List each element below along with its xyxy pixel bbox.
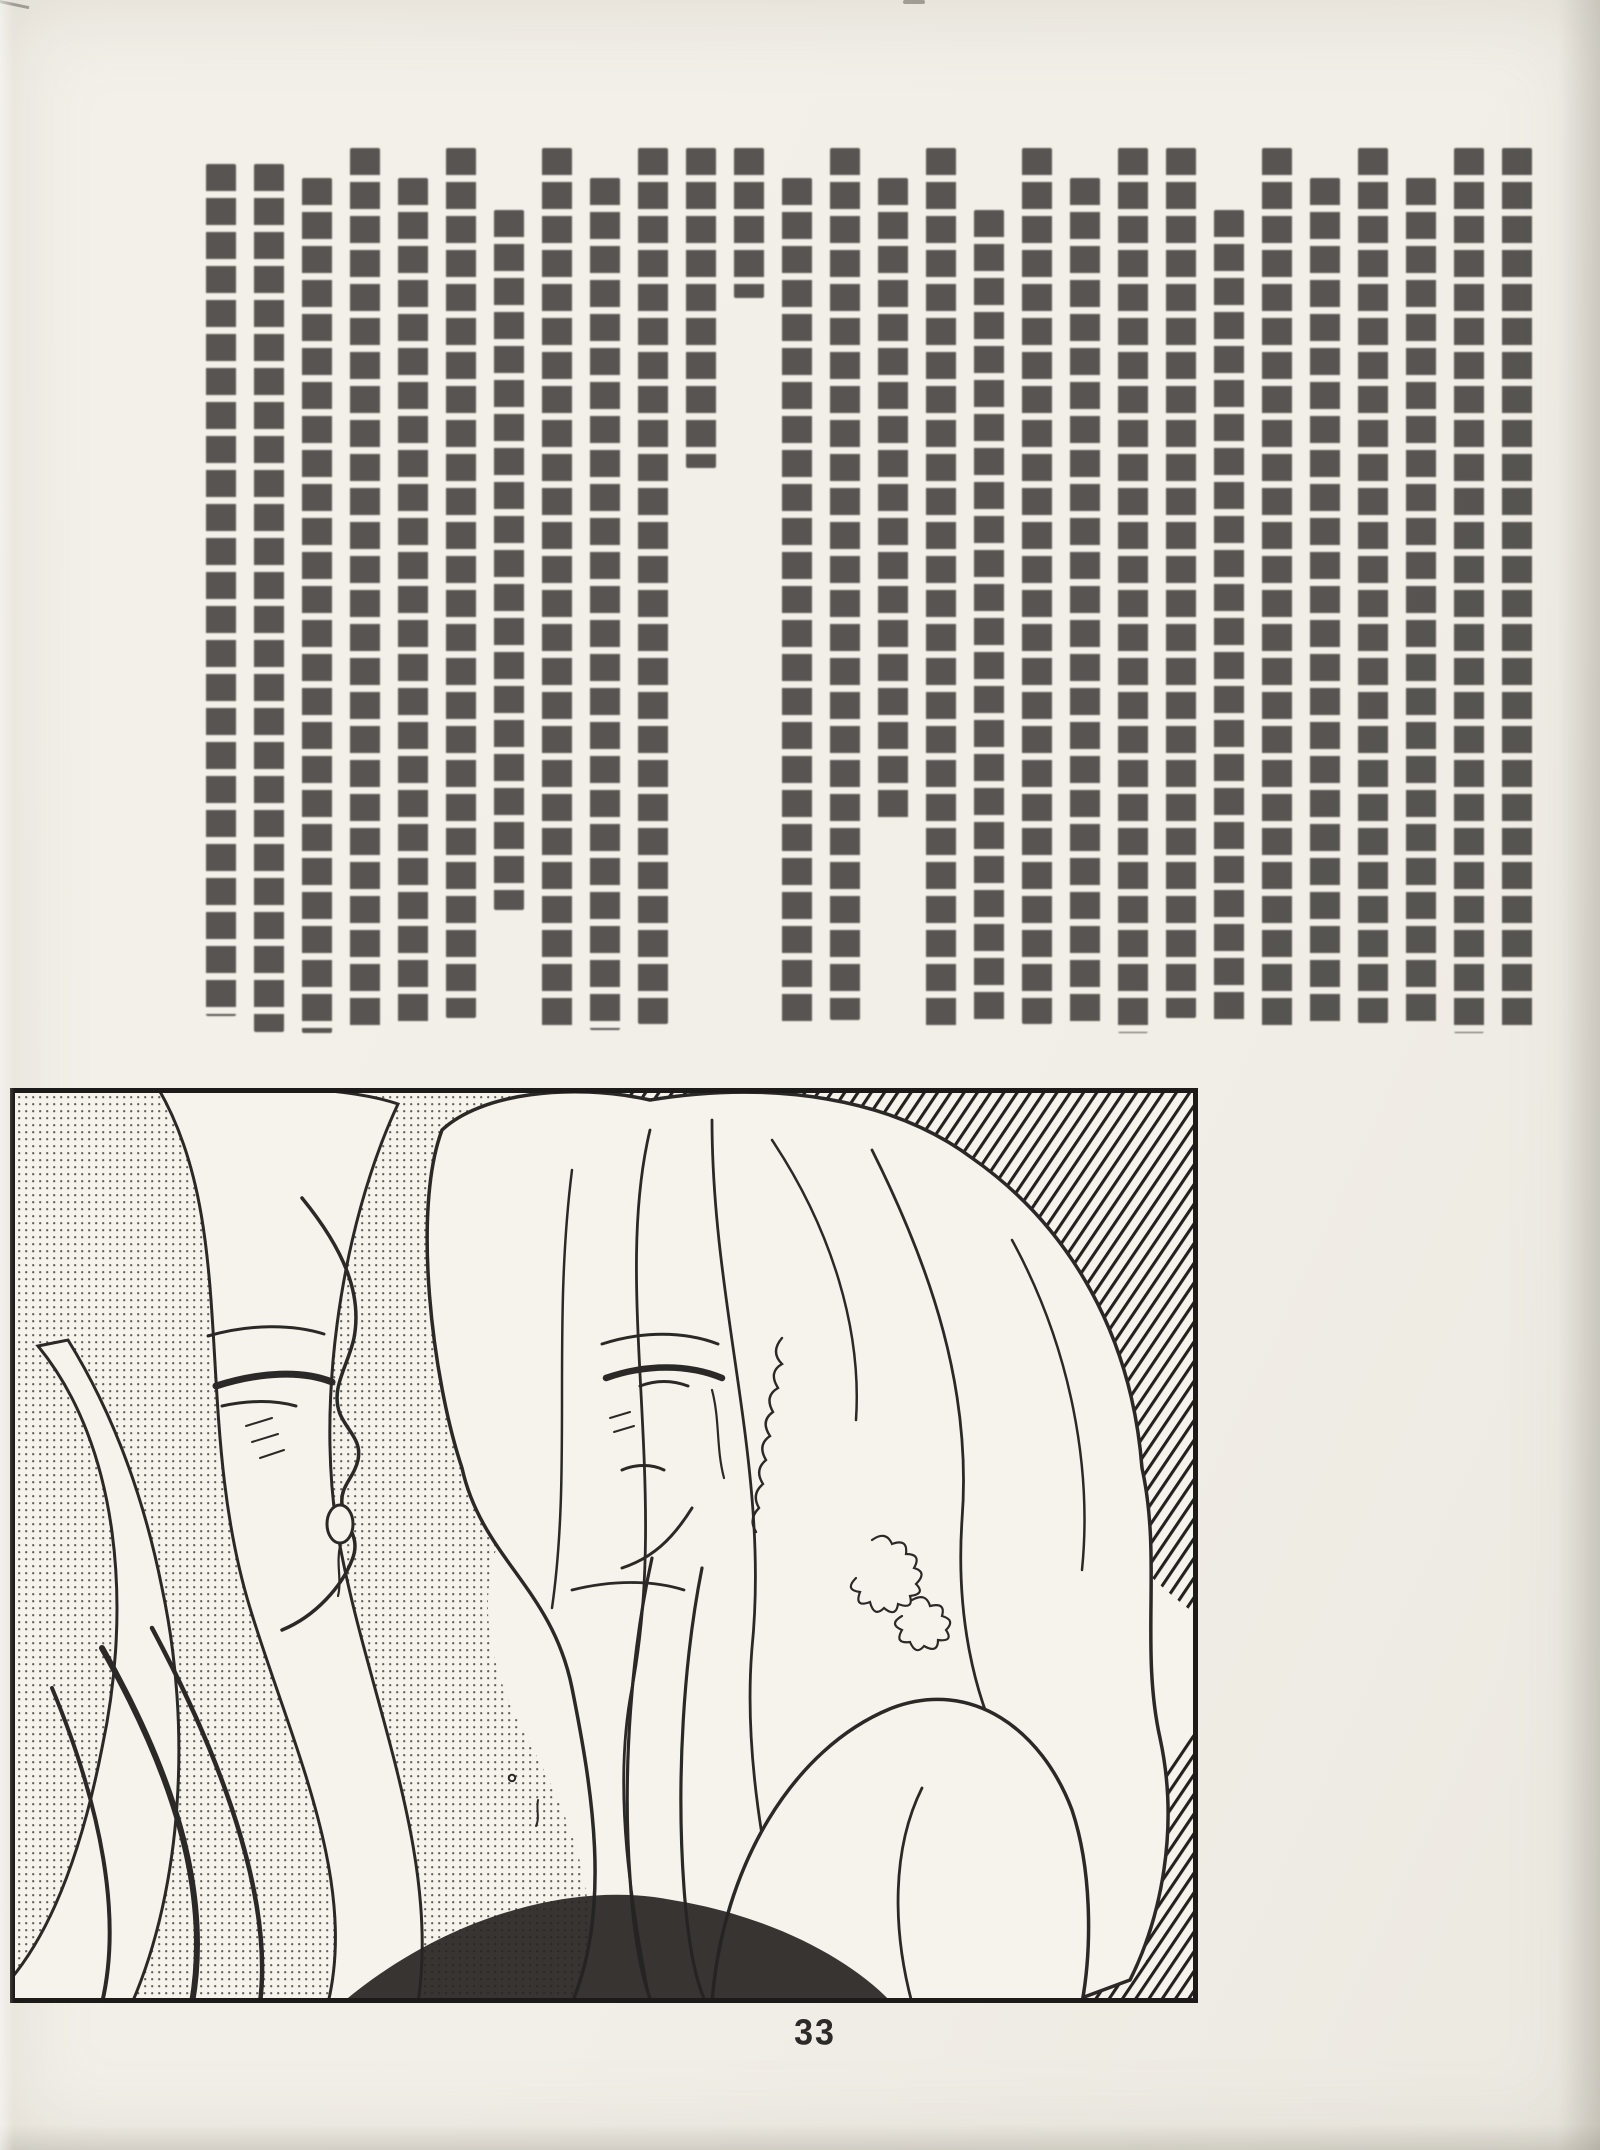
vertical-text-column: [878, 178, 908, 818]
vertical-text-column: [1310, 178, 1340, 1023]
vertical-text-column: [926, 148, 956, 1028]
vertical-text-column: [782, 178, 812, 1024]
vertical-text-column: [302, 178, 332, 1033]
vertical-text-column: [1454, 148, 1484, 1033]
vertical-text-column: [974, 210, 1004, 1020]
scan-edge-highlight: [0, 0, 14, 2150]
manga-panel: [10, 1088, 1198, 2003]
vertical-text-column: [206, 164, 236, 1016]
manga-panel-illustration: [10, 1088, 1198, 2003]
vertical-text-column: [686, 148, 716, 468]
vertical-text-column: [350, 148, 380, 1028]
vertical-text-column: [542, 148, 572, 1028]
vertical-text-column: [254, 164, 284, 1032]
vertical-text-column: [590, 178, 620, 1030]
vertical-text-column: [1358, 148, 1388, 1023]
vertical-text-column: [1262, 148, 1292, 1030]
vertical-text-column: [446, 148, 476, 1018]
vertical-text-column: [1022, 148, 1052, 1024]
vertical-text-column: [1070, 178, 1100, 1028]
vertical-text-column: [734, 148, 764, 298]
vertical-text-column: [398, 178, 428, 1024]
vertical-text-column: [1166, 148, 1196, 1018]
vertical-text-column: [1502, 148, 1532, 1028]
vertical-text-column: [638, 148, 668, 1024]
vertical-text-column: [830, 148, 860, 1020]
scan-edge-shadow: [0, 2124, 1600, 2150]
vertical-text-column: [1214, 210, 1244, 1025]
vertical-text-column: [1406, 178, 1436, 1028]
vertical-text-column: [494, 210, 524, 910]
scan-artifact: [903, 0, 925, 4]
page-number: 33: [794, 2013, 836, 2053]
vertical-text-column: [1118, 148, 1148, 1033]
scan-edge-shadow: [1558, 0, 1600, 2150]
vertical-text-block: [186, 148, 1532, 1053]
